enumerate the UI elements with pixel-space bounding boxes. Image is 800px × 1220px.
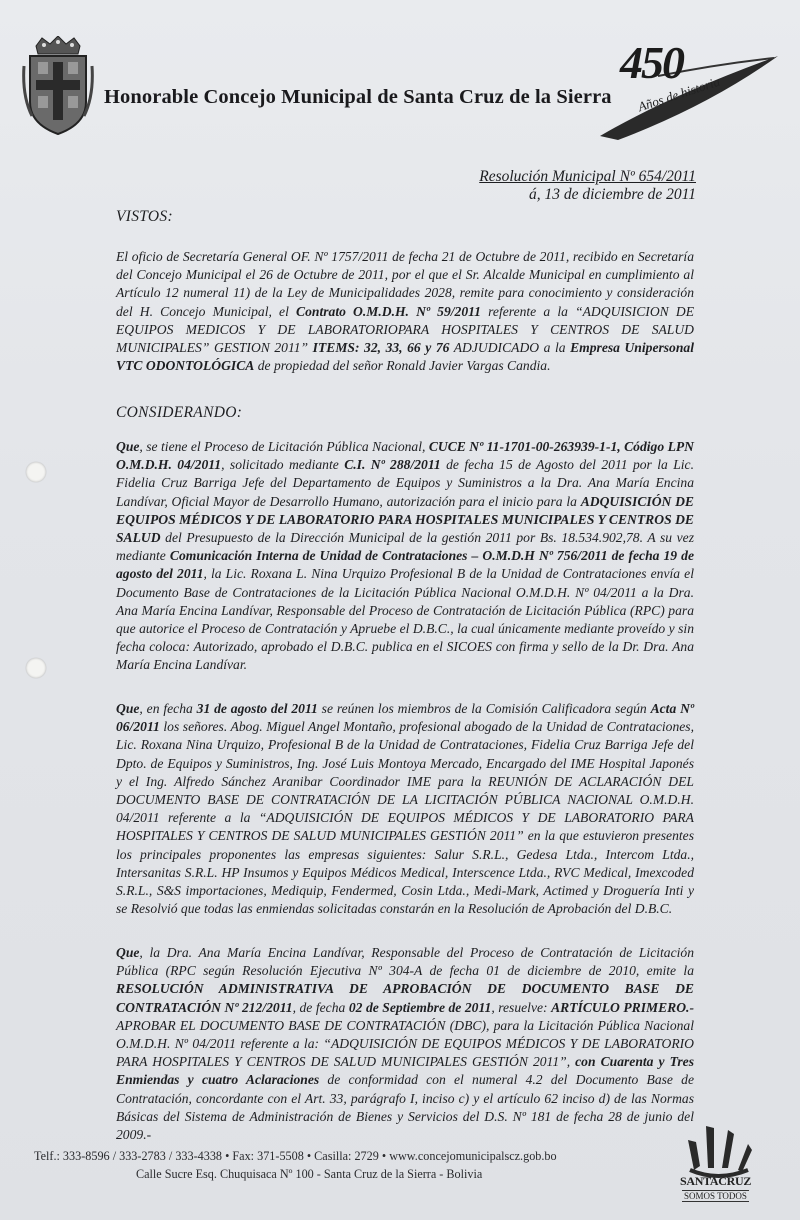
bold-text-run: Comunicación Interna de Unidad de Contrataciones – O.M.D.H Nº 756/2011 de fecha 19 de agosto del 2011 bbox=[116, 548, 694, 582]
text-run: , resuelve: bbox=[491, 999, 552, 1015]
bold-text-run: Acta Nº 06/2011 bbox=[116, 701, 694, 735]
text-run: ADJUDICADO a la bbox=[449, 340, 571, 356]
text-run: referente a la “ADQUISICION DE EQUIPOS MEDICOS Y DE LABORATORIOPARA HOSPITALES Y CENTROS DE SALUD MUNICIPALES” GESTION 2011” bbox=[116, 303, 694, 356]
bold-text-run: RESOLUCIÓN ADMINISTRATIVA DE APROBACIÓN DE DOCUMENTO BASE DE CONTRATACIÓN Nº 212/2011 bbox=[116, 981, 694, 1015]
bold-text-run: ADQUISICIÓN DE EQUIPOS MÉDICOS Y DE LABORATORIO PARA HOSPITALES MUNICIPALES Y CENTROS DE SALUD bbox=[116, 493, 694, 546]
text-run: , en fecha bbox=[139, 701, 197, 716]
bold-text-run: Que bbox=[116, 945, 140, 960]
anniversary-number: 450 bbox=[620, 37, 683, 88]
bold-text-run: 31 de agosto del 2011 bbox=[196, 701, 318, 716]
bold-text-run: Que bbox=[116, 439, 140, 454]
text-run: , la Lic. Roxana L. Nina Urquizo Profesional B de la Unidad de Contrataciones envía el Documento Base de Contrataciones de la Licitación Pública Nacional O.M.D.H. Nº 04/2011 a la Dra. Ana María Encina Landívar, Responsable del Proceso de Contratación de Licitación Pública (RPC) para que autorice el Proceso de Contratación y Apruebe el D.B.C., la cual únicamente mediante proveído y sin fecha coloca: Autorizado, aprobado el D.B.C. publica en el SICOES con firma y sello de la Dr. Dra. Ana María Encina Landívar. bbox=[116, 566, 694, 673]
bold-text-run: Contrato O.M.D.H. Nº 59/2011 bbox=[296, 303, 481, 319]
paragraph-vistos bbox=[116, 248, 694, 375]
vistos-heading: VISTOS: bbox=[116, 208, 173, 225]
text-run: de fecha 15 de Agosto del 2011 por la Lic. Fidelia Cruz Barriga Jefe del Departamento de Equipos y Suministros a la Dra. Ana María Encina Landívar, Oficial Mayor de Desarrollo Humano, autorización para el inicio para la bbox=[116, 457, 694, 509]
text-run: de conformidad con el numeral 4.2 del Documento Base de Contratación, concordante con el Art. 33, parágrafo I, inciso c) y el artículo 62 inciso d) de las Normas Básicas del Sistema de Administración de Bienes y Servicios del D.S. Nº 181 de fecha 28 de junio del 2009.- bbox=[116, 1072, 694, 1143]
punch-hole bbox=[26, 658, 46, 678]
bold-text-run: 02 de Septiembre de 2011 bbox=[348, 999, 492, 1015]
bold-text-run: Empresa Unipersonal VTC ODONTOLÓGICA bbox=[116, 340, 694, 374]
considerando-heading: CONSIDERANDO: bbox=[116, 404, 243, 421]
bold-text-run: C.I. Nº 288/2011 bbox=[344, 457, 441, 473]
paragraph-considerando-3 bbox=[116, 944, 694, 1144]
text-run: , la Dra. Ana María Encina Landívar, Responsable del Proceso de Contratación de Licitación Pública (RPC según Resolución Ejecutiva Nº 304-A de fecha 01 de diciembre de 2010, emite la bbox=[116, 945, 694, 979]
santa-cruz-logo-name: SANTACRUZ bbox=[680, 1174, 752, 1188]
paragraph-considerando-2 bbox=[116, 700, 694, 918]
resolution-date: á, 13 de diciembre de 2011 bbox=[528, 186, 696, 203]
text-run: , solicitado mediante bbox=[221, 457, 345, 473]
text-run: los señores. Abog. Miguel Angel Montaño, profesional abogado de la Unidad de Contrataciones, Lic. Roxana Nina Urquizo, Profesional B de la Unidad de Contrataciones, Fidelia Cruz Barriga Jefe del Dpto. de Equipos y Suministros, Ing. José Luis Montoya Mercado, Encargado del IME Hospital Japonés y el Ing. Alfredo Sánchez Aranibar Coordinador IME para la REUNIÓN DE ACLARACIÓN DEL DOCUMENTO BASE DE CONTRATACIÓN DE LA LICITACIÓN PÚBLICA NACIONAL O.M.D.H. 04/2011 referente a la “ADQUISICIÓN DE EQUIPOS MÉDICOS Y DE LABORATORIO PARA HOSPITALES Y CENTROS DE SALUD MUNICIPALES GESTIÓN 2011” en la que estuvieron presentes los principales proponentes las empresas siguientes: Salur S.R.L., Gedesa Ltda., Intercom Ltda., Intersanitas S.R.L. HP Insumos y Equipos Médicos Medical, Interscence Ltda., RVC Medical, Imexcoded S.R.L., S&S importaciones, Mediquip, Fendermed, Cosin Ltda., Medi-Mark, Actimed y Droguería Inti y se Resolvió que todas las enmiendas solicitadas constarán en la Resolución de Aprobación del D.B.C. bbox=[116, 719, 694, 917]
resolution-number: Resolución Municipal Nº 654/2011 bbox=[479, 168, 696, 185]
anniversary-text: Años de historia bbox=[636, 73, 722, 115]
text-run: El oficio de Secretaría General OF. Nº 1757/2011 de fecha 21 de Octubre de 2011, recibido en Secretaría del Concejo Municipal el 26 de Octubre de 2011, por el que el Sr. Alcalde Municipal en cumplimiento al Artículo 12 numeral 11) de la Ley de Municipalidades 2028, remite para conocimiento y consideración del H. Concejo Municipal, el bbox=[116, 249, 694, 319]
text-run: , de fecha bbox=[292, 999, 349, 1015]
footer-address: Calle Sucre Esq. Chuquisaca Nº 100 - Santa Cruz de la Sierra - Bolivia bbox=[136, 1167, 483, 1181]
santa-cruz-logo-motto: SOMOS TODOS bbox=[684, 1191, 747, 1201]
punch-hole bbox=[26, 462, 46, 482]
bold-text-run: ARTÍCULO PRIMERO.- bbox=[551, 999, 694, 1015]
council-name: Honorable Concejo Municipal de Santa Cruz de la Sierra bbox=[104, 86, 612, 108]
paragraph-considerando-1 bbox=[116, 438, 694, 675]
text-run: del Presupuesto de la Dirección Municipal de la gestión 2011 por Bs. 18.534.902,78. A su vez mediante bbox=[116, 530, 694, 564]
bold-text-run: ITEMS: 32, 33, 66 y 76 bbox=[312, 340, 450, 356]
bold-text-run: con Cuarenta y Tres Enmiendas y cuatro Aclaraciones bbox=[116, 1054, 694, 1088]
text-run: se reúnen los miembros de la Comisión Calificadora según bbox=[317, 701, 651, 716]
coat-of-arms-icon bbox=[22, 36, 94, 136]
text-run: de propiedad del señor Ronald Javier Vargas Candia. bbox=[254, 358, 551, 374]
text-run: APROBAR EL DOCUMENTO BASE DE CONTRATACIÓN (DBC), para la Licitación Pública Nacional O.M.D.H. Nº 04/2011 referente a la: “ADQUISICIÓN DE EQUIPOS MÉDICOS Y DE LABORATORIO PARA HOSPITALES Y CENTROS DE SALUD MUNICIPALES GESTIÓN 2011”, bbox=[116, 1017, 694, 1070]
text-run: , se tiene el Proceso de Licitación Pública Nacional, bbox=[139, 439, 429, 454]
bold-text-run: CUCE Nº 11-1701-00-263939-1-1, Código LPN O.M.D.H. 04/2011 bbox=[116, 439, 694, 473]
bold-text-run: Que bbox=[116, 701, 140, 716]
footer-contact: Telf.: 333-8596 / 333-2783 / 333-4338 • Fax: 371-5508 • Casilla: 2729 • www.concejomunicipalscz.gob.bo bbox=[34, 1149, 557, 1163]
